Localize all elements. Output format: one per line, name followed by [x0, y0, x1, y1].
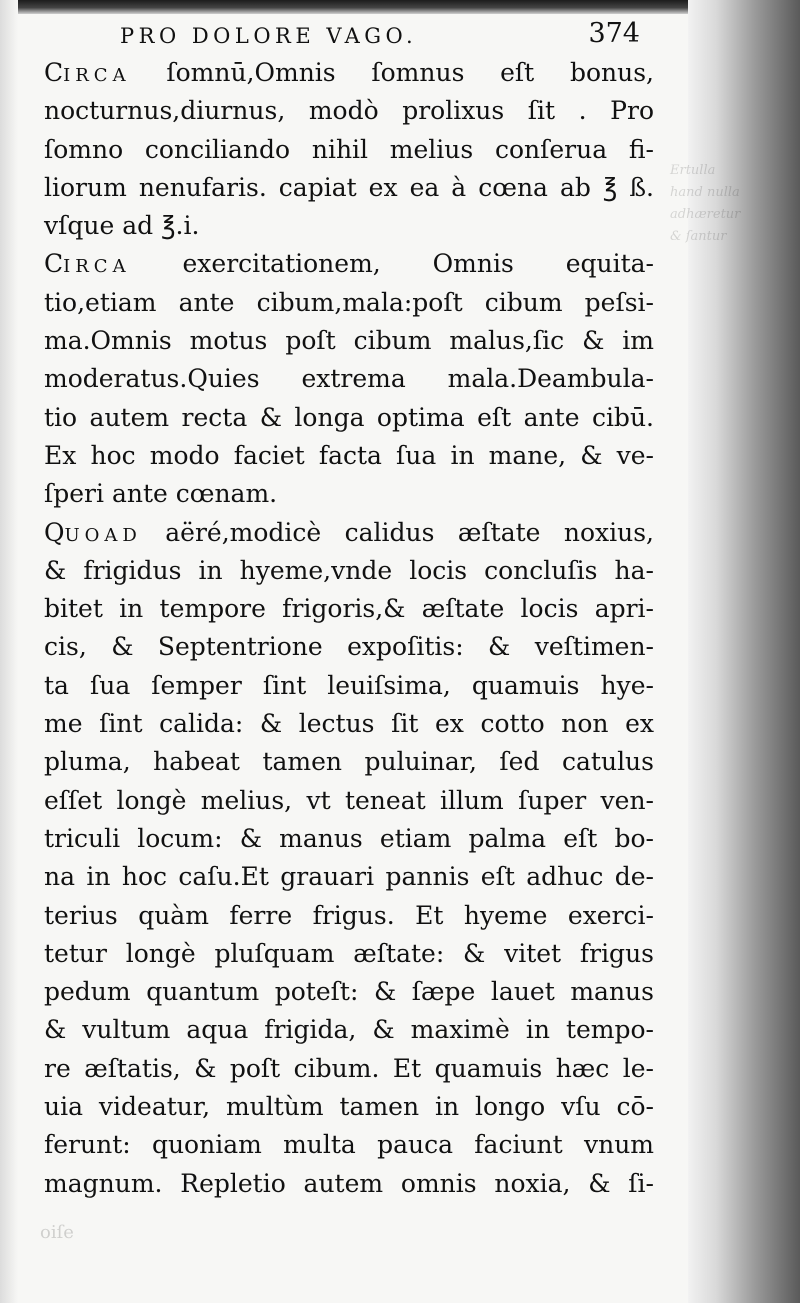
text-line	[44, 552, 654, 590]
line-text: aëré,modicè calidus æſtate noxius,	[165, 517, 654, 547]
line-text: Ex hoc modo faciet facta ſua in mane, & ve-	[44, 440, 654, 470]
text-line	[44, 973, 654, 1011]
page-header	[120, 18, 640, 52]
line-text: liorum nenufaris. capiat ex ea à cœna ab ℥ ß.	[44, 172, 654, 202]
line-text: tio autem recta & longa optima eſt ante cibū.	[44, 402, 654, 432]
page-top-edge	[0, 0, 800, 14]
line-text: ſomnū,Omnis ſomnus eſt bonus,	[166, 58, 655, 87]
text-line	[44, 92, 654, 130]
line-text: tio,etiam ante cibum,mala:poſt cibum peſsi-	[44, 287, 654, 317]
line-text: ſperi ante cœnam.	[44, 479, 278, 509]
text-line	[44, 245, 654, 283]
line-text: tetur longè pluſquam æſtate: & vitet frigus	[44, 938, 654, 968]
text-line	[44, 131, 654, 169]
text-line	[44, 399, 654, 437]
text-line	[44, 705, 654, 743]
paragraph	[44, 54, 654, 245]
text-line	[44, 322, 654, 360]
text-line	[44, 1050, 654, 1088]
line-text: me ſint calida: & lectus ſit ex cotto non ex	[44, 709, 654, 739]
line-text: ma.Omnis motus poſt cibum malus,ſic & im	[44, 326, 654, 356]
line-text: ta ſua ſemper ſint leuiſsima, quamuis hye-	[44, 670, 654, 700]
text-line	[44, 284, 654, 322]
line-text: & vultum aqua frigida, & maximè in tempo-	[44, 1015, 654, 1045]
paragraph	[44, 514, 654, 1203]
paragraph-lead-word: QUOAD	[44, 517, 142, 547]
text-line	[44, 935, 654, 973]
page-number: 374	[588, 18, 640, 49]
text-line	[44, 743, 654, 781]
running-head: PRO DOLORE VAGO.	[120, 24, 418, 48]
text-line	[44, 897, 654, 935]
bleed-through-marginalia: Ertulla hand nulla adhæretur & ſantur	[670, 163, 741, 244]
text-line	[44, 475, 654, 513]
text-line	[44, 1165, 654, 1203]
line-text: pedum quantum poteſt: & ſæpe lauet manus	[44, 977, 654, 1007]
line-text: nocturnus,diurnus, modò prolixus ſit . Pro	[44, 96, 654, 126]
line-text: cis, & Septentrione expoſitis: & veſtimen-	[44, 632, 654, 662]
text-line	[44, 169, 654, 207]
paragraph-lead-word: CIRCA	[44, 58, 131, 87]
line-text: moderatus.Quies extrema mala.Deambula-	[44, 364, 654, 394]
line-text: na in hoc caſu.Et grauari pannis eſt adhuc de-	[44, 862, 654, 892]
text-line	[44, 437, 654, 475]
line-text: re æſtatis, & poſt cibum. Et quamuis hæc le-	[44, 1053, 654, 1083]
text-line	[44, 360, 654, 398]
line-text: pluma, habeat tamen puluinar, ſed catulus	[44, 747, 654, 777]
text-line	[44, 858, 654, 896]
line-text: eſſet longè melius, vt teneat illum ſuper ven-	[44, 785, 654, 815]
text-line	[44, 590, 654, 628]
text-line	[44, 667, 654, 705]
line-text: & frigidus in hyeme,vnde locis concluſis ha-	[44, 555, 654, 585]
line-text: ferunt: quoniam multa pauca faciunt vnum	[44, 1130, 654, 1160]
text-line	[44, 514, 654, 552]
text-line	[44, 54, 654, 92]
text-line	[44, 1088, 654, 1126]
text-line	[44, 207, 654, 245]
text-line	[44, 820, 654, 858]
line-text: ſomno conciliando nihil melius conſerua fi-	[44, 134, 654, 164]
text-line	[44, 1011, 654, 1049]
line-text: triculi locum: & manus etiam palma eſt bo-	[44, 823, 654, 853]
paragraph-lead-word: CIRCA	[44, 249, 131, 279]
line-text: uia videatur, multùm tamen in longo vſu cō-	[44, 1092, 654, 1122]
body-text	[44, 54, 654, 1203]
bleed-through-catchword: oiſe	[40, 1222, 74, 1243]
line-text: vſque ad ℥.i.	[44, 211, 200, 241]
line-text: exercitationem, Omnis equita-	[182, 249, 654, 279]
text-line	[44, 1126, 654, 1164]
line-text: bitet in tempore frigoris,& æſtate locis apri-	[44, 594, 654, 624]
page-left-edge	[0, 0, 18, 1303]
line-text: magnum. Repletio autem omnis noxia, & ſi-	[44, 1168, 654, 1198]
text-line	[44, 628, 654, 666]
text-line	[44, 782, 654, 820]
line-text: terius quàm ferre frigus. Et hyeme exerci-	[44, 900, 654, 930]
paragraph	[44, 245, 654, 513]
